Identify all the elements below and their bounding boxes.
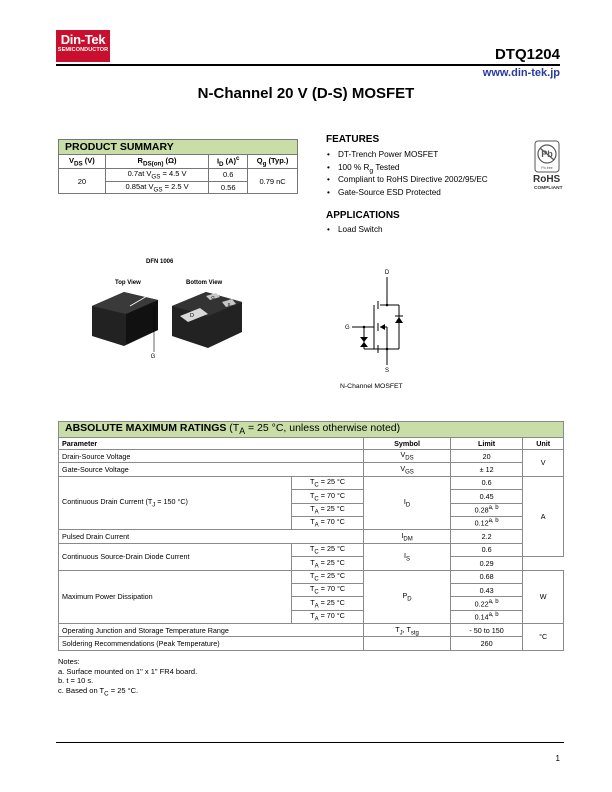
limit-pd: 0.43 <box>450 583 523 596</box>
feature-item-rg: • 100 % $R_g$ Tested <box>326 162 526 175</box>
package-drawing <box>84 286 254 366</box>
notes <box>58 657 197 699</box>
param-vgs: Gate-Source Voltage <box>59 463 364 476</box>
absolute-maximum-ratings-table <box>58 421 564 651</box>
mosfet-schematic <box>340 265 430 375</box>
product-summary-table <box>58 139 298 194</box>
col-header-symbol: Symbol <box>364 438 450 450</box>
part-number: DTQ1204 <box>494 46 560 63</box>
id-row1: 0.6 <box>209 169 248 182</box>
cond-tc70: $T_C = 70$ °C <box>291 583 364 596</box>
cond-ta25: $T_A = 25$ °C <box>291 503 364 516</box>
application-item: • Load Switch <box>326 224 526 237</box>
header-rds: $R_{DS(on)}$ (Ω) <box>105 155 209 169</box>
vds-value: 20 <box>59 169 106 194</box>
cond-tc25: $T_C = 25$ °C <box>291 543 364 556</box>
schematic-arrow <box>380 324 385 330</box>
limit-id: 0.6 <box>450 476 523 489</box>
feature-item: • Compliant to RoHS Directive 2002/95/EC <box>326 174 526 187</box>
cond-tc70: $T_C = 70$ °C <box>291 490 364 503</box>
feature-item: • DT-Trench Power MOSFET <box>326 149 526 162</box>
limit-id: 0.12$^{a, b}$ <box>450 516 523 529</box>
feature-item: • Gate-Source ESD Protected <box>326 187 526 200</box>
unit-celsius: °C <box>523 624 564 651</box>
sym-vds: $V_{DS}$ <box>364 450 450 463</box>
sym-solder <box>364 637 450 650</box>
param-idm: Pulsed Drain Current <box>59 530 364 543</box>
applications-list <box>326 224 526 237</box>
sym-id: $I_D$ <box>364 476 450 530</box>
logo-brand: Din-Tek <box>60 32 106 47</box>
col-header-parameter: Parameter <box>59 438 364 450</box>
package-name: DFN 1006 <box>146 259 174 265</box>
sym-pd: $P_D$ <box>364 570 450 624</box>
note-b: b. t = 10 s. <box>58 676 94 686</box>
features-heading: FEATURES <box>326 134 380 145</box>
unit-amp: A <box>523 476 564 556</box>
applications-heading: APPLICATIONS <box>326 210 400 221</box>
param-is: Continuous Source-Drain Diode Current <box>59 543 292 570</box>
body-diode <box>395 317 403 323</box>
esd-diode-bottom <box>360 342 368 347</box>
sym-tj: $T_J$, $T_{stg}$ <box>364 624 450 637</box>
top-view-pin-g: G <box>150 354 156 360</box>
pad-label-s: S <box>227 302 231 307</box>
cond-ta25: $T_A = 25$ °C <box>291 557 364 570</box>
limit-pd: 0.68 <box>450 570 523 583</box>
cond-tc25: $T_C = 25$ °C <box>291 476 364 489</box>
bottom-view-label: Bottom View <box>186 280 223 286</box>
param-tj: Operating Junction and Storage Temperature Range <box>59 624 364 637</box>
sym-is: $I_S$ <box>364 543 450 570</box>
pb-free-label: Pb-free <box>541 166 553 170</box>
rds-row1: 0.7at $V_{GS} = 4.5$ V <box>105 169 209 182</box>
notes-title: Notes: <box>58 657 80 666</box>
header-divider <box>56 64 560 66</box>
header-vds: $V_{DS}$ (V) <box>59 155 106 169</box>
page-number: 1 <box>555 754 560 763</box>
document-title: N-Channel 20 V (D-S) MOSFET <box>197 85 415 102</box>
unit-watt: W <box>523 570 564 624</box>
rds-row2: 0.85at $V_{GS} = 2.5$ V <box>105 181 209 194</box>
pb-symbol: Pb <box>541 149 553 159</box>
cond-ta70: $T_A = 70$ °C <box>291 516 364 529</box>
limit-tj: - 50 to 150 <box>450 624 523 637</box>
limit-id: 0.28$^{a, b}$ <box>450 503 523 516</box>
schematic-label-d: D <box>384 270 390 276</box>
limit-solder: 260 <box>450 637 523 650</box>
product-summary-title: PRODUCT SUMMARY <box>59 140 298 155</box>
id-row2: 0.56 <box>209 181 248 194</box>
schematic-label-s: S <box>384 368 390 374</box>
note-a: a. Surface mounted on 1" x 1" FR4 board. <box>58 666 198 676</box>
limit-id: 0.45 <box>450 490 523 503</box>
unit-volt: V <box>523 450 564 477</box>
company-logo <box>56 30 110 62</box>
param-solder: Soldering Recommendations (Peak Temperature) <box>59 637 364 650</box>
footer-divider <box>56 742 564 743</box>
sym-idm: $I_{DM}$ <box>364 530 450 543</box>
col-header-unit: Unit <box>523 438 564 450</box>
features-list <box>326 149 526 199</box>
sym-vgs: $V_{GS}$ <box>364 463 450 476</box>
limit-pd: 0.14$^{a, b}$ <box>450 610 523 623</box>
rohs-label: RoHS <box>533 174 561 185</box>
limit-is: 0.29 <box>450 557 523 570</box>
cond-tc25: $T_C = 25$ °C <box>291 570 364 583</box>
header-id: $I_D$ $(A)^c$ <box>209 155 248 169</box>
limit-vds: 20 <box>450 450 523 463</box>
qg-value: 0.79 nC <box>248 169 298 194</box>
schematic-caption: N-Channel MOSFET <box>340 383 403 390</box>
ratings-title: ABSOLUTE MAXIMUM RATINGS ($T_A = 25$ °C, unless otherwise noted) <box>59 422 564 438</box>
website-link[interactable]: www.din-tek.jp <box>482 67 560 79</box>
cond-ta70: $T_A = 70$ °C <box>291 610 364 623</box>
note-c: c. Based on $T_C = 25$ °C. <box>58 685 139 698</box>
esd-diode-top <box>360 337 368 342</box>
limit-idm: 2.2 <box>450 530 523 543</box>
top-view-label: Top View <box>115 280 141 286</box>
pad-label-g: G <box>211 295 215 300</box>
pad-label-d: D <box>190 313 194 319</box>
rohs-compliant-label: COMPLIANT <box>534 186 563 191</box>
cond-ta25: $T_A = 25$ °C <box>291 597 364 610</box>
limit-vgs: ± 12 <box>450 463 523 476</box>
header-qg: $Q_g$ (Typ.) <box>248 155 298 169</box>
param-id: Continuous Drain Current ($T_J = 150$ °C) <box>59 476 292 530</box>
limit-pd: 0.22$^{a, b}$ <box>450 597 523 610</box>
param-pd: Maximum Power Dissipation <box>59 570 292 624</box>
param-vds: Drain-Source Voltage <box>59 450 364 463</box>
logo-subtitle: SEMICONDUCTOR <box>57 47 109 53</box>
limit-is: 0.6 <box>450 543 523 556</box>
schematic-label-g: G <box>345 325 350 331</box>
col-header-limit: Limit <box>450 438 523 450</box>
pb-free-icon <box>534 140 562 174</box>
